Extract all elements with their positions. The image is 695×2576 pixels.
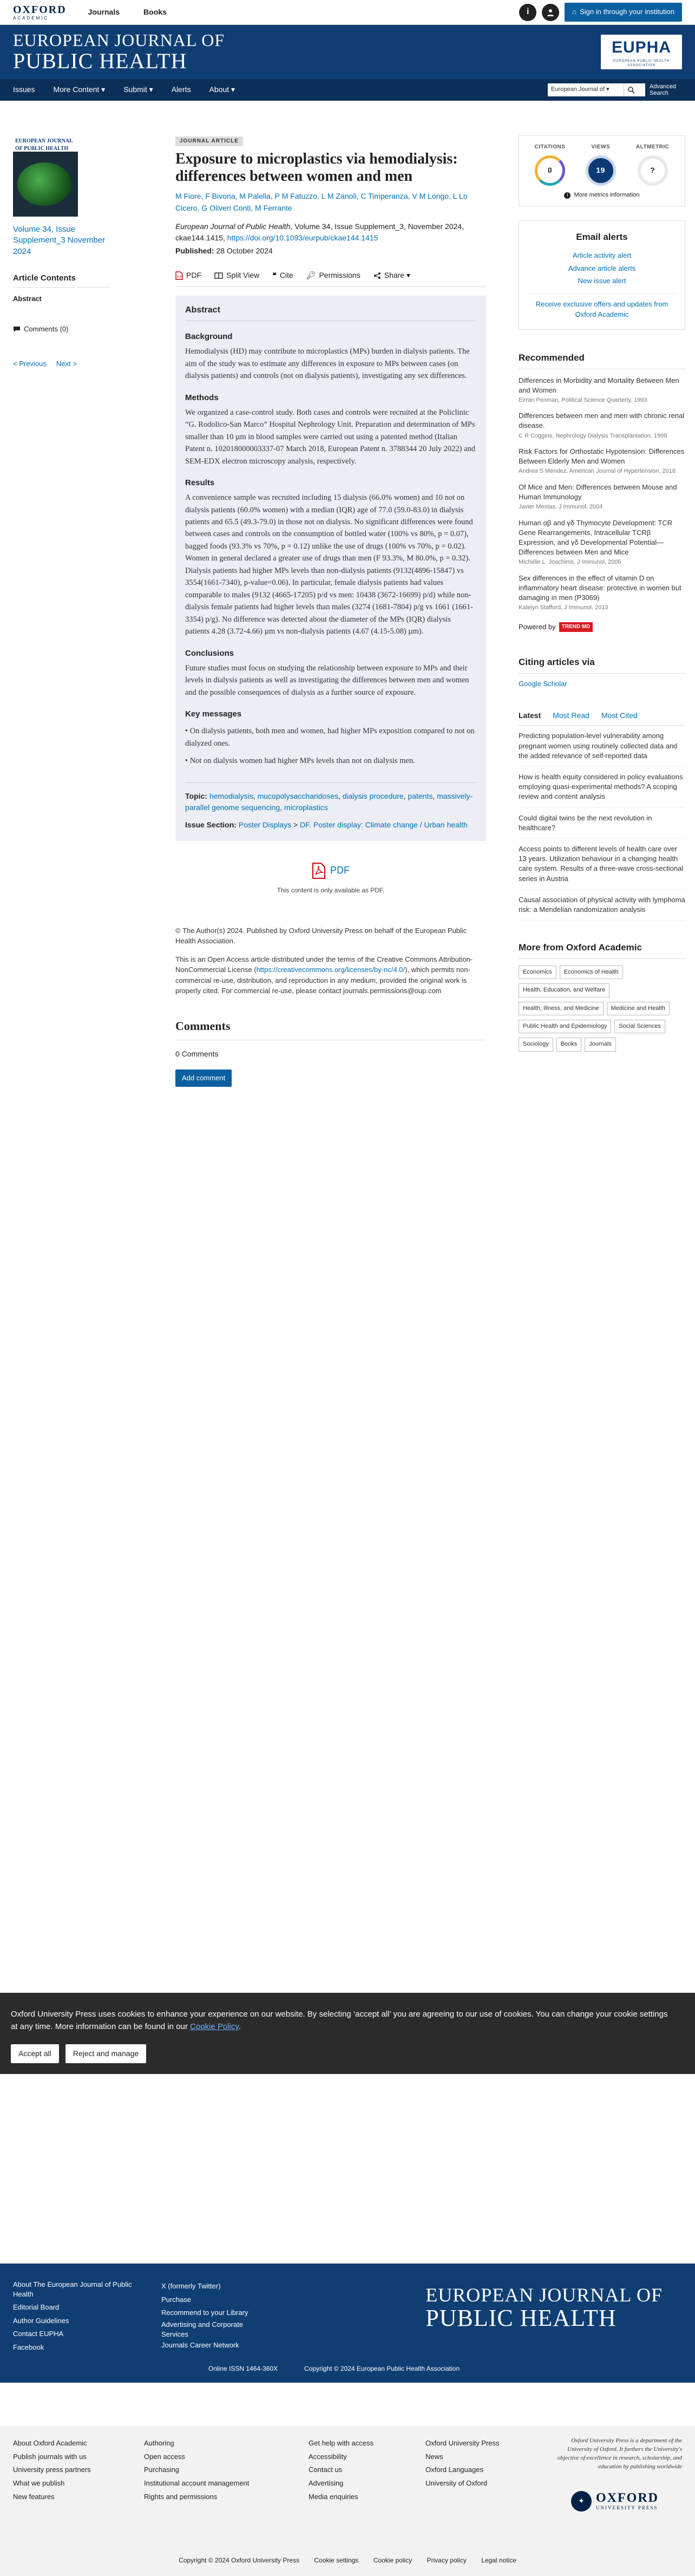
- subnav-more-content[interactable]: More Content ▾: [53, 85, 106, 94]
- subject-tag[interactable]: Sociology: [519, 1038, 553, 1051]
- topic-link[interactable]: massively-parallel genome sequencing: [185, 791, 473, 812]
- contents-comments-link[interactable]: Comments (0): [13, 324, 110, 334]
- conclusions-heading: Conclusions: [185, 648, 234, 658]
- latest-article-link[interactable]: Could digital twins be the next revolution in healthcare?: [519, 808, 685, 839]
- prev-next-nav: [13, 359, 110, 369]
- methods-text: We organized a case-control study. Both cases and controls were recruited at the Policlinic “G. Rodolico-San Marco” Hospital Nephrology Unit. Preparation and determination of MPs smaller than 10 µm in blood samples were carried out using a patented method (Italian Patent n. 102018000003337-07 March 2018, European Patent n. 3788344 20 July 2022) and SEM-EDX electron microscopy analysis, respectively.: [185, 408, 476, 466]
- footer-link[interactable]: Facebook: [13, 2343, 44, 2352]
- topic-link[interactable]: hemodialysis: [209, 791, 253, 800]
- sign-in-institution-button[interactable]: ⌂ Sign in through your institution: [565, 3, 682, 21]
- latest-article-link[interactable]: Access points to different levels of health care over 13 years. Utilization behaviour in a changing health care system. Results of a three-wave cross-sectional series in Austria: [519, 839, 685, 890]
- user-icon[interactable]: [542, 4, 559, 21]
- cookie-policy-link[interactable]: Cookie Policy: [190, 2022, 239, 2032]
- svg-text:PDF: PDF: [177, 276, 182, 279]
- issue-section: Issue Section: Poster Displays > DF. Poster display: Climate change / Urban health: [185, 820, 468, 829]
- nav-journals[interactable]: Journals: [88, 7, 120, 16]
- recommended-item[interactable]: Differences in Morbidity and Mortality Between Men and Women Eirran Penman, Political Science Quarterly, 1993: [519, 376, 679, 403]
- subject-tag[interactable]: Economics of Health: [560, 966, 623, 979]
- subject-tag[interactable]: Books: [556, 1038, 582, 1051]
- search-icon[interactable]: [624, 83, 639, 96]
- footer-link[interactable]: X (formerly Twitter): [161, 2282, 221, 2290]
- footer-link[interactable]: Contact us: [309, 2466, 343, 2474]
- journal-copyright: Copyright © 2024 European Public Health Association: [304, 2365, 460, 2372]
- previous-link[interactable]: < Previous: [13, 360, 47, 368]
- footer-link[interactable]: New features: [13, 2492, 55, 2501]
- footer-link[interactable]: Contact EUPHA: [13, 2330, 64, 2338]
- author-list[interactable]: M Fiore, F Bivona, M Palella, P M Fatuzzo, L M Zanoli, C Timperanza, V M Longo, L Lo Cicero, G Oliveri Conti, M Ferrante: [175, 192, 468, 213]
- oup-footer-links-1: [13, 2437, 91, 2503]
- more-metrics-link[interactable]: i More metrics information: [524, 191, 679, 199]
- tab-most-cited[interactable]: Most Cited: [601, 710, 638, 720]
- footer-link[interactable]: Recommend to your Library: [161, 2308, 248, 2317]
- recommended-item[interactable]: Of Mice and Men: Differences between Mouse and Human Immunology Javier Mestas, J Immunol, 2004: [519, 482, 677, 511]
- footer-link[interactable]: Publish journals with us: [13, 2452, 87, 2461]
- reject-and-manage-button[interactable]: Reject and manage: [65, 2044, 146, 2064]
- recommended-item[interactable]: Risk Factors for Orthostatic Hypotension: Differences Between Elderly Men and Women Andrea S Méndez, American Journal of Hypertension, 2018: [519, 447, 685, 475]
- journal-title[interactable]: EUROPEAN JOURNAL OF PUBLIC HEALTH: [13, 30, 225, 73]
- accept-all-cookies-button[interactable]: Accept all: [11, 2044, 59, 2064]
- oup-footer-links-3: [309, 2437, 373, 2503]
- issue-link[interactable]: Volume 34, Issue Supplement_3 November 2024: [13, 225, 106, 256]
- license-link[interactable]: https://creativecommons.org/licenses/by-nc/4.0/: [256, 966, 405, 974]
- tab-latest[interactable]: Latest: [519, 710, 541, 720]
- subject-tag[interactable]: Health, Education, and Welfare: [519, 983, 609, 997]
- top-nav: [88, 7, 167, 18]
- share-icon: [373, 272, 381, 279]
- abstract-heading: Abstract: [185, 304, 476, 321]
- background-text: Hemodialysis (HD) may contribute to microplastics (MPs) burden in dialysis patients. The aim of the study was to estimate any differences in exposure to MPs between cases (on dialysis patients) and controls (not on dialysis patients), investigating any sex differences.: [185, 347, 470, 381]
- tab-most-read[interactable]: Most Read: [553, 710, 589, 720]
- institution-icon: ⌂: [572, 8, 577, 16]
- methods-heading: Methods: [185, 393, 219, 402]
- doi-link[interactable]: https://doi.org/10.1093/eurpub/ckae144.1415: [227, 233, 378, 242]
- pdf-download: [175, 863, 486, 895]
- oup-footer-links-2: [144, 2437, 249, 2503]
- footer-link[interactable]: Advertising and Corporate Services: [161, 2320, 244, 2338]
- footer-link[interactable]: About The European Journal of Public Health: [13, 2280, 132, 2298]
- footer-link[interactable]: University press partners: [13, 2466, 91, 2474]
- subnav-issues[interactable]: Issues: [13, 85, 35, 94]
- footer-link[interactable]: Journals Career Network: [161, 2341, 239, 2350]
- search-scope-select[interactable]: European Journal of ▾: [551, 86, 609, 93]
- license-text: © The Author(s) 2024. Published by Oxford University Press on behalf of the European Public Health Association. This is an Open Access article distributed under the terms of the Creative Commons Attribution-NonCommercial License (https://creativecommons.org/licenses/by-nc/4.0/), which permits non-commercial re-use, distribution, and reproduction in any medium, provided the original work is properly cited. For commercial re-use, please contact journals.permissions@oup.com: [175, 926, 473, 995]
- right-column: [519, 135, 685, 1052]
- cookie-settings-link[interactable]: Cookie settings: [314, 2557, 359, 2564]
- exclusive-offers-link[interactable]: Receive exclusive offers and updates from Oxford Academic: [527, 294, 677, 319]
- comments-count: 0 Comments: [175, 1049, 219, 1059]
- pdf-icon: [175, 271, 183, 280]
- footer-link[interactable]: Media enquiries: [309, 2492, 358, 2501]
- info-icon: i: [564, 192, 571, 199]
- pdf-note: This content is only available as PDF.: [277, 886, 385, 894]
- citing-articles-heading: Citing articles via: [519, 656, 685, 674]
- comments-heading: Comments: [175, 1018, 486, 1041]
- new-issue-alert-link[interactable]: New issue alert: [578, 276, 626, 285]
- email-alerts-heading: Email alerts: [576, 232, 628, 243]
- latest-article-link[interactable]: How is health equity considered in policy evaluations employing quasi-experimental methods? A scoping review and content analysis: [519, 767, 685, 808]
- recommended-item[interactable]: Human αβ and γδ Thymocyte Development: TCR Gene Rearrangements, Intracellular TCRβ Expression, and γδ Developmental Potential—Differences between Men and Mice Michelle L. Joachims, J Immunol, 2006: [519, 518, 673, 566]
- pdf-button[interactable]: PDF PDF: [175, 270, 201, 281]
- abstract-section: [175, 296, 486, 841]
- cookie-banner: [0, 1993, 695, 2074]
- footer-link[interactable]: University of Oxford: [425, 2479, 488, 2488]
- subnav-alerts[interactable]: Alerts: [171, 85, 191, 94]
- altmetric-metric[interactable]: ALTMETRIC ?: [636, 144, 670, 186]
- contents-abstract-link[interactable]: Abstract: [13, 294, 42, 303]
- subnav-about[interactable]: About ▾: [209, 85, 235, 94]
- nav-books[interactable]: Books: [143, 7, 167, 16]
- journal-banner: [0, 25, 695, 79]
- subnav-submit[interactable]: Submit ▾: [123, 85, 153, 94]
- footer-link[interactable]: About Oxford Academic: [13, 2439, 87, 2447]
- search-input[interactable]: [548, 83, 645, 96]
- subject-tags: [519, 966, 685, 1052]
- latest-article-link[interactable]: Causal association of physical activity with lymphoma risk: a Mendelian randomization analysis: [519, 890, 685, 921]
- journal-footer-links-2: [161, 2280, 270, 2352]
- oxford-academic-logo[interactable]: OXFORD ACADEMIC: [13, 3, 67, 21]
- permissions-button[interactable]: 🔑︎ Permissions: [306, 270, 360, 281]
- left-column: [13, 135, 110, 369]
- cookie-text: Oxford University Press uses cookies to enhance your experience on our website. By selecting ‘accept all’ you are agreeing to our use of cookies. You can change your cookie settings at any time. More information can be found in our Cookie Policy.: [11, 2010, 668, 2032]
- cover-artwork: [17, 162, 71, 206]
- subject-tag[interactable]: Health, Illness, and Medicine: [519, 1002, 604, 1015]
- more-from-oxford-heading: More from Oxford Academic: [519, 941, 685, 959]
- article-toolbar: [175, 270, 486, 287]
- footer-link[interactable]: Purchase: [161, 2295, 191, 2304]
- key-message: • Not on dialysis women had higher MPs levels than not on dialysis men.: [185, 757, 415, 766]
- latest-tabs: [519, 710, 685, 726]
- footer-journal-title: EUROPEAN JOURNAL OF PUBLIC HEALTH: [425, 2284, 663, 2331]
- footer-link[interactable]: Rights and permissions: [144, 2492, 218, 2501]
- key-message: • On dialysis patients, both men and women, had higher MPs exposition compared to not on dialyzed ones.: [185, 727, 475, 748]
- footer-link[interactable]: Advertising: [309, 2479, 344, 2488]
- oup-footer-links-4: [425, 2437, 500, 2490]
- oup-footer: [0, 2426, 695, 2576]
- subject-tag[interactable]: Economics: [519, 966, 556, 979]
- footer-link[interactable]: Get help with access: [309, 2439, 373, 2447]
- online-issn: Online ISSN 1464-360X: [208, 2365, 278, 2372]
- article-activity-alert-link[interactable]: Article activity alert: [572, 251, 632, 260]
- share-button[interactable]: Share ▾: [373, 270, 410, 281]
- advanced-search-link[interactable]: Advanced Search: [650, 83, 676, 96]
- eupha-logo[interactable]: EUPHA EUROPEAN PUBLIC HEALTH ASSOCIATION: [601, 35, 682, 69]
- latest-article-link[interactable]: Predicting population-level vulnerability among pregnant women using routinely collected data and the added relevance of self-reported data: [519, 726, 685, 767]
- advance-article-alerts-link[interactable]: Advance article alerts: [568, 264, 636, 272]
- split-view-button[interactable]: Split View: [214, 270, 259, 281]
- footer-link[interactable]: Purchasing: [144, 2466, 180, 2474]
- footer-link[interactable]: News: [425, 2452, 443, 2461]
- footer-link[interactable]: Editorial Board: [13, 2303, 60, 2312]
- topic-link[interactable]: microplastics: [284, 803, 328, 812]
- split-view-icon: [214, 272, 223, 279]
- oup-copyright: Copyright © 2024 Oxford University Press: [179, 2557, 300, 2564]
- topic-link[interactable]: dialysis procedure: [342, 791, 404, 800]
- footer-link[interactable]: Open access: [144, 2452, 185, 2461]
- pdf-file-icon: [312, 863, 326, 879]
- subject-tag[interactable]: Journals: [585, 1038, 616, 1051]
- topics: Topic: hemodialysis, mucopolysaccharidoses, dialysis procedure, patents, massively-parallel genome sequencing, microplastics: [185, 782, 476, 814]
- published-date: Published: 28 October 2024: [175, 246, 273, 255]
- cite-button[interactable]: ❝ Cite: [272, 270, 293, 281]
- subject-tag[interactable]: Social Sciences: [614, 1020, 665, 1033]
- email-alerts-box: [519, 220, 685, 329]
- topic-link[interactable]: patents: [408, 791, 433, 800]
- oup-description: Oxford University Press is a department of the University of Oxford. It furthers the University's objective of excellence in research, scholarship, and education by publishing worldwide: [557, 2437, 682, 2470]
- pdf-download-link[interactable]: PDF: [312, 863, 350, 879]
- journal-footer: [0, 2264, 695, 2383]
- journal-footer-links-1: [13, 2280, 143, 2355]
- powered-by-trendmd[interactable]: Powered by TREND MD: [519, 622, 685, 632]
- footer-link[interactable]: Accessibility: [309, 2452, 347, 2461]
- article-type-badge: JOURNAL ARTICLE: [175, 136, 243, 146]
- footer-link[interactable]: Institutional account management: [144, 2479, 250, 2488]
- key-messages-list: [185, 725, 476, 767]
- trendmd-logo: TREND MD: [559, 622, 593, 632]
- footer-legal-bar: [0, 2556, 695, 2565]
- main-column: [175, 135, 486, 1087]
- subject-tag[interactable]: Medicine and Health: [607, 1002, 670, 1015]
- footer-link[interactable]: Author Guidelines: [13, 2316, 69, 2325]
- footer-link[interactable]: Oxford University Press: [425, 2439, 500, 2447]
- legal-notice-link[interactable]: Legal notice: [481, 2557, 516, 2564]
- next-link[interactable]: Next >: [56, 360, 77, 368]
- recommended-item[interactable]: Sex differences in the effect of vitamin D on inflammatory heart disease: protective in women but damaging in men (P3069) Katelyn Stafford, J Immunol, 2013: [519, 573, 681, 611]
- metrics-box: [519, 135, 685, 206]
- results-heading: Results: [185, 478, 215, 488]
- oxford-seal-icon: ✦: [571, 2491, 592, 2512]
- privacy-policy-link[interactable]: Privacy policy: [427, 2557, 467, 2564]
- footer-link[interactable]: What we publish: [13, 2479, 65, 2488]
- key-messages-heading: Key messages: [185, 709, 242, 719]
- info-icon[interactable]: i: [519, 4, 536, 21]
- recommended-item[interactable]: Differences between men and men with chronic renal disease. C R Coggins, Nephrology Dialysis Transplantation, 1998: [519, 412, 685, 439]
- topic-link[interactable]: mucopolysaccharidoses: [257, 791, 338, 800]
- subject-tag[interactable]: Public Health and Epidemiology: [519, 1020, 611, 1033]
- top-bar: [0, 0, 695, 25]
- article-title: Exposure to microplastics via hemodialysis: differences between women and men: [175, 151, 458, 185]
- search-area: [548, 83, 682, 96]
- oup-logo[interactable]: ✦ OXFORD UNIVERSITY PRESS: [571, 2491, 659, 2512]
- background-heading: Background: [185, 332, 233, 342]
- footer-link[interactable]: Oxford Languages: [425, 2466, 483, 2474]
- footer-link[interactable]: Authoring: [144, 2439, 174, 2447]
- quote-icon: ❝: [272, 271, 277, 280]
- citations-metric[interactable]: CITATIONS 0: [535, 144, 566, 186]
- google-scholar-link[interactable]: Google Scholar: [519, 679, 567, 688]
- citation-line: European Journal of Public Health, Volume 34, Issue Supplement_3, November 2024, ckae144.1415, https://doi.org/10.1093/eurpub/ckae144.1415: [175, 221, 464, 242]
- issue-cover-image[interactable]: EUROPEAN JOURNAL OF PUBLIC HEALTH: [13, 135, 78, 217]
- views-metric[interactable]: VIEWS 19: [586, 144, 616, 186]
- comment-icon: [13, 326, 21, 332]
- results-text: A convenience sample was recruited including 15 dialysis (66.0% women) and 10 not on dialysis patients (60.0% women) with a median (IQR) age of 77.0 (59.0-83.0) in dialysis patients and 65.5 (49.3-79.0) in those not on dialysis. No significant differences were found between cases and controls on the consumption of bottled water (100% vs 80%, p = 0.07), bagged foods (93.3% vs 70%, p = 0.12) unlike the use of drugs (100% vs 70%, p = 0.02). Women in general declared a greater use of drugs than men (F 93.3%, M 80.0%, p = 0.32). Dialysis patients had higher MPs levels than non-dialysis patients (9132(4896-15847) vs 3554(1661-7340), p-value=0.06). In particular, female dialysis patients had values comparable to males (9132 (4665-17205) p/d vs men: 10438 (3672-16699) p/d) while non-dialysis female patients had higher levels than males (3274 (1681-7804) p/g vs 1661 (1661-3354) p/g). No difference was detected about the diameter of the MPs (IQR) dialysis patients 4.28 (3.72-4.66) µm vs non-dialysis patients (4.67 (4.15-5.08) µm).: [185, 493, 473, 636]
- cookie-policy-footer-link[interactable]: Cookie policy: [373, 2557, 412, 2564]
- issue-section-link[interactable]: DF. Poster display: Climate change / Urban health: [300, 820, 468, 829]
- issue-section-link[interactable]: Poster Displays: [238, 820, 292, 829]
- conclusions-text: Future studies must focus on studying the relationship between exposure to MPs and their levels in dialysis patients as well as investigating the differences between men and women and the possible consequences of dialysis as a further source of exposure.: [185, 663, 469, 697]
- article-contents-heading: Article Contents: [13, 272, 110, 288]
- add-comment-button[interactable]: Add comment: [175, 1069, 232, 1087]
- journal-subnav: [0, 79, 695, 101]
- recommended-heading: Recommended: [519, 351, 685, 369]
- key-icon: 🔑︎: [306, 271, 316, 280]
- top-right: [519, 3, 682, 21]
